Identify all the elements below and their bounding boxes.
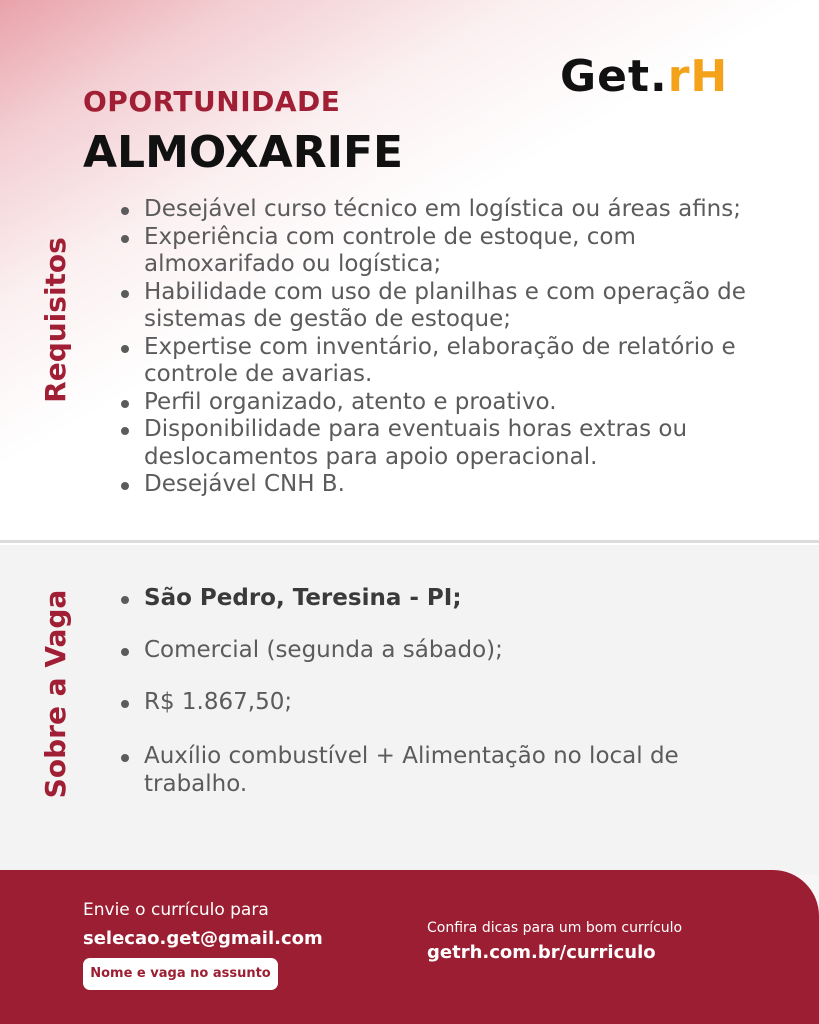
contact-email-link[interactable]: selecao.get@gmail.com bbox=[83, 928, 323, 949]
requirement-item: Habilidade com uso de planilhas e com operação de sistemas de gestão de estoque; bbox=[118, 279, 768, 334]
cv-tips-link[interactable]: getrh.com.br/curriculo bbox=[427, 942, 656, 963]
about-section-label: Sobre a Vaga bbox=[39, 589, 72, 799]
requirement-item: Disponibilidade para eventuais horas extras ou deslocamentos para apoio operacional. bbox=[118, 416, 768, 471]
about-item-location: São Pedro, Teresina - PI; bbox=[118, 585, 778, 613]
about-item-salary: R$ 1.867,50; bbox=[118, 689, 778, 717]
footer bbox=[0, 870, 819, 1024]
logo-main-text: Get. bbox=[560, 51, 668, 102]
opportunity-kicker: OPORTUNIDADE bbox=[83, 85, 341, 118]
requirements-section-label: Requisitos bbox=[39, 237, 72, 403]
requirement-item: Expertise com inventário, elaboração de relatório e controle de avarias. bbox=[118, 334, 768, 389]
about-item-schedule: Comercial (segunda a sábado); bbox=[118, 637, 778, 665]
requirement-item: Desejável CNH B. bbox=[118, 471, 768, 499]
section-divider bbox=[0, 540, 819, 543]
about-item-benefits: Auxílio combustível + Alimentação no local de trabalho. bbox=[118, 743, 778, 798]
logo-accent-text: rH bbox=[667, 51, 729, 102]
requirements-list bbox=[118, 196, 768, 499]
job-title: ALMOXARIFE bbox=[83, 127, 404, 178]
subject-instruction-badge: Nome e vaga no assunto bbox=[83, 958, 278, 990]
requirement-item: Perfil organizado, atento e proativo. bbox=[118, 389, 768, 417]
send-cv-label: Envie o currículo para bbox=[83, 900, 269, 920]
requirement-item: Desejável curso técnico em logística ou áreas afins; bbox=[118, 196, 768, 224]
requirement-item: Experiência com controle de estoque, com almoxarifado ou logística; bbox=[118, 224, 768, 279]
getrh-logo bbox=[560, 52, 728, 102]
cv-tips-label: Confira dicas para um bom currículo bbox=[427, 920, 683, 936]
